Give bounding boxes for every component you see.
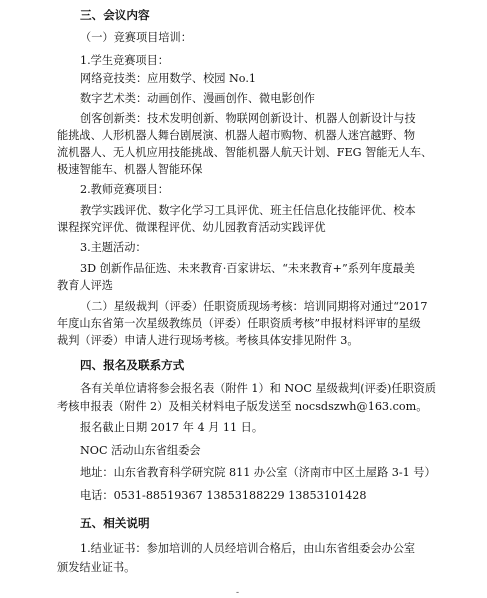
student-items-heading: 1.学生竞赛项目：: [80, 54, 169, 67]
part-2-line-1: （二）星级裁判（评委）任职资质现场考核：培训同期将对通过“2017: [80, 300, 428, 313]
organizer-line: NOC 活动山东省组委会: [80, 444, 201, 457]
teacher-items-heading: 2.教师竞赛项目：: [80, 183, 169, 196]
certificate-line-1: 1.结业证书：参加培训的人员经培训合格后，由山东省组委会办公室: [80, 542, 416, 555]
certificate-line-2: 颁发结业证书。: [57, 561, 136, 574]
digital-art-line: 数字艺术类：动画创作、漫画创作、微电影创作: [80, 92, 315, 105]
section-3-heading: 三、会议内容: [80, 8, 150, 22]
section-4-heading: 四、报名及联系方式: [80, 358, 185, 372]
theme-line-1: 3D 创新作品征选、未来教育·百家讲坛、“未来教育+”系列年度最美: [80, 262, 415, 275]
registration-line-1: 各有关单位请将参会报名表（附件 1）和 NOC 星级裁判(评委)任职资质: [80, 382, 437, 395]
innovation-line-4: 极速智能车、机器人智能环保: [57, 163, 203, 176]
page-footer-mark: -: [236, 588, 240, 598]
innovation-line-2: 能挑战、人形机器人舞台剧展演、机器人超市购物、机器人迷宫越野、物: [57, 129, 416, 142]
theme-line-2: 教育人评选: [57, 279, 113, 292]
teacher-line-1: 教学实践评优、数字化学习工具评优、班主任信息化技能评优、校本: [80, 204, 416, 217]
theme-heading: 3.主题活动：: [80, 241, 147, 254]
address-line: 地址：山东省教育科学研究院 811 办公室（济南市中区土屋路 3-1 号）: [80, 466, 436, 479]
deadline-line: 报名截止日期 2017 年 4 月 11 日。: [80, 421, 264, 434]
part-2-line-2: 年度山东省第一次星级教练员（评委）任职资质考核”申报材料评审的星级: [57, 317, 421, 330]
phone-line: 电话：0531-88519367 13853188229 13853101428: [80, 489, 367, 502]
net-contest-line: 网络竞技类：应用数学、校园 No.1: [80, 72, 256, 85]
part-2-line-3: 裁判（评委）申请人进行现场考核。考核具体安排见附件 3。: [57, 334, 359, 347]
teacher-line-2: 课程探究评优、微课程评优、幼儿园教育活动实践评优: [57, 221, 326, 234]
part-1-heading: （一）竞赛项目培训：: [80, 31, 192, 44]
registration-line-2: 考核申报表（附件 2）及相关材料电子版发送至 nocsdszwh@163.com。: [57, 400, 428, 413]
section-5-heading: 五、相关说明: [80, 516, 150, 530]
innovation-line-1: 创客创新类：技术发明创新、物联网创新设计、机器人创新设计与技: [80, 112, 416, 125]
innovation-line-3: 流机器人、无人机应用技能挑战、智能机器人航天计划、FEG 智能无人车、: [57, 146, 433, 159]
